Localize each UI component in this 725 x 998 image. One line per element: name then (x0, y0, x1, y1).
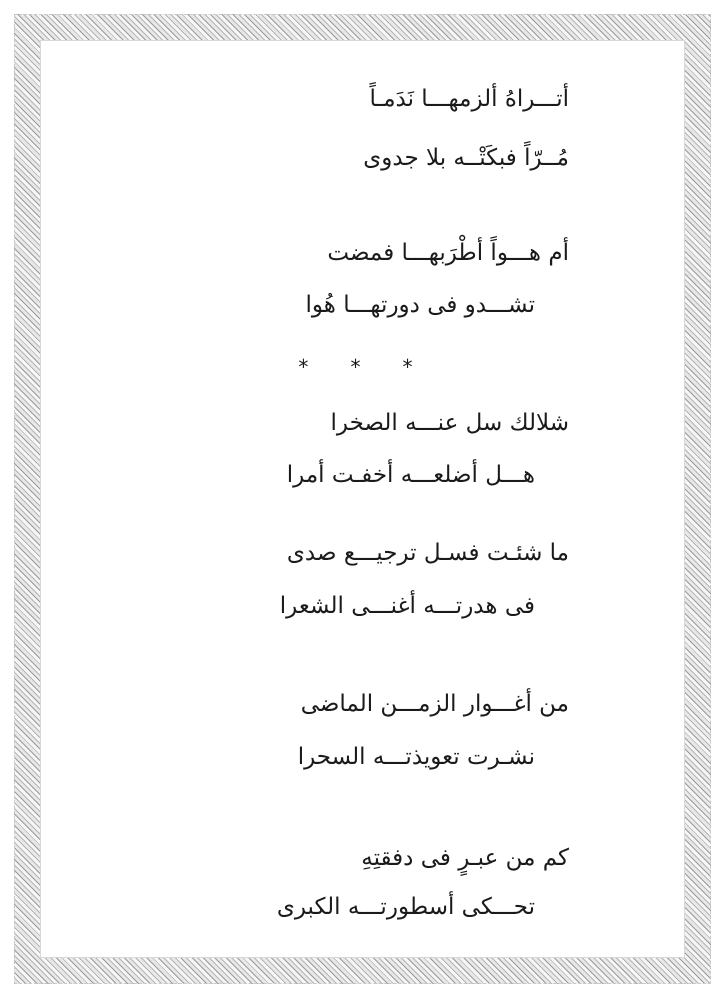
verse-line: نشـرت تعويذتـــه السحرا (297, 744, 535, 770)
verse-line: شلالك سل عنـــه الصخرا (330, 410, 569, 436)
verse-line: أتـــراهُ ألزمهـــا نَدَمـاً (369, 86, 569, 112)
verse-line: ما شئـت فسـل ترجيـــع صدى (286, 540, 569, 566)
verse-line: تشـــدو فى دورتهـــا هُوا (305, 292, 535, 318)
verse-line: هـــل أضلعـــه أخفـت أمرا (286, 462, 535, 488)
verse-line: أم هـــواً أطْرَبهـــا فمضت (327, 240, 569, 266)
verse-line: تحـــكى أسطورتـــه الكبرى (276, 894, 535, 920)
verse-line: من أغـــوار الزمـــن الماضى (300, 691, 569, 717)
verse-line: كم من عبـرٍ فى دفقتِهِ (361, 845, 569, 871)
stanza-separator: * * * (297, 355, 428, 379)
verse-line: مُــرّاً فبكَتْــه بلا جدوى (363, 145, 569, 171)
verse-line: فى هدرتـــه أغنـــى الشعرا (279, 593, 535, 619)
